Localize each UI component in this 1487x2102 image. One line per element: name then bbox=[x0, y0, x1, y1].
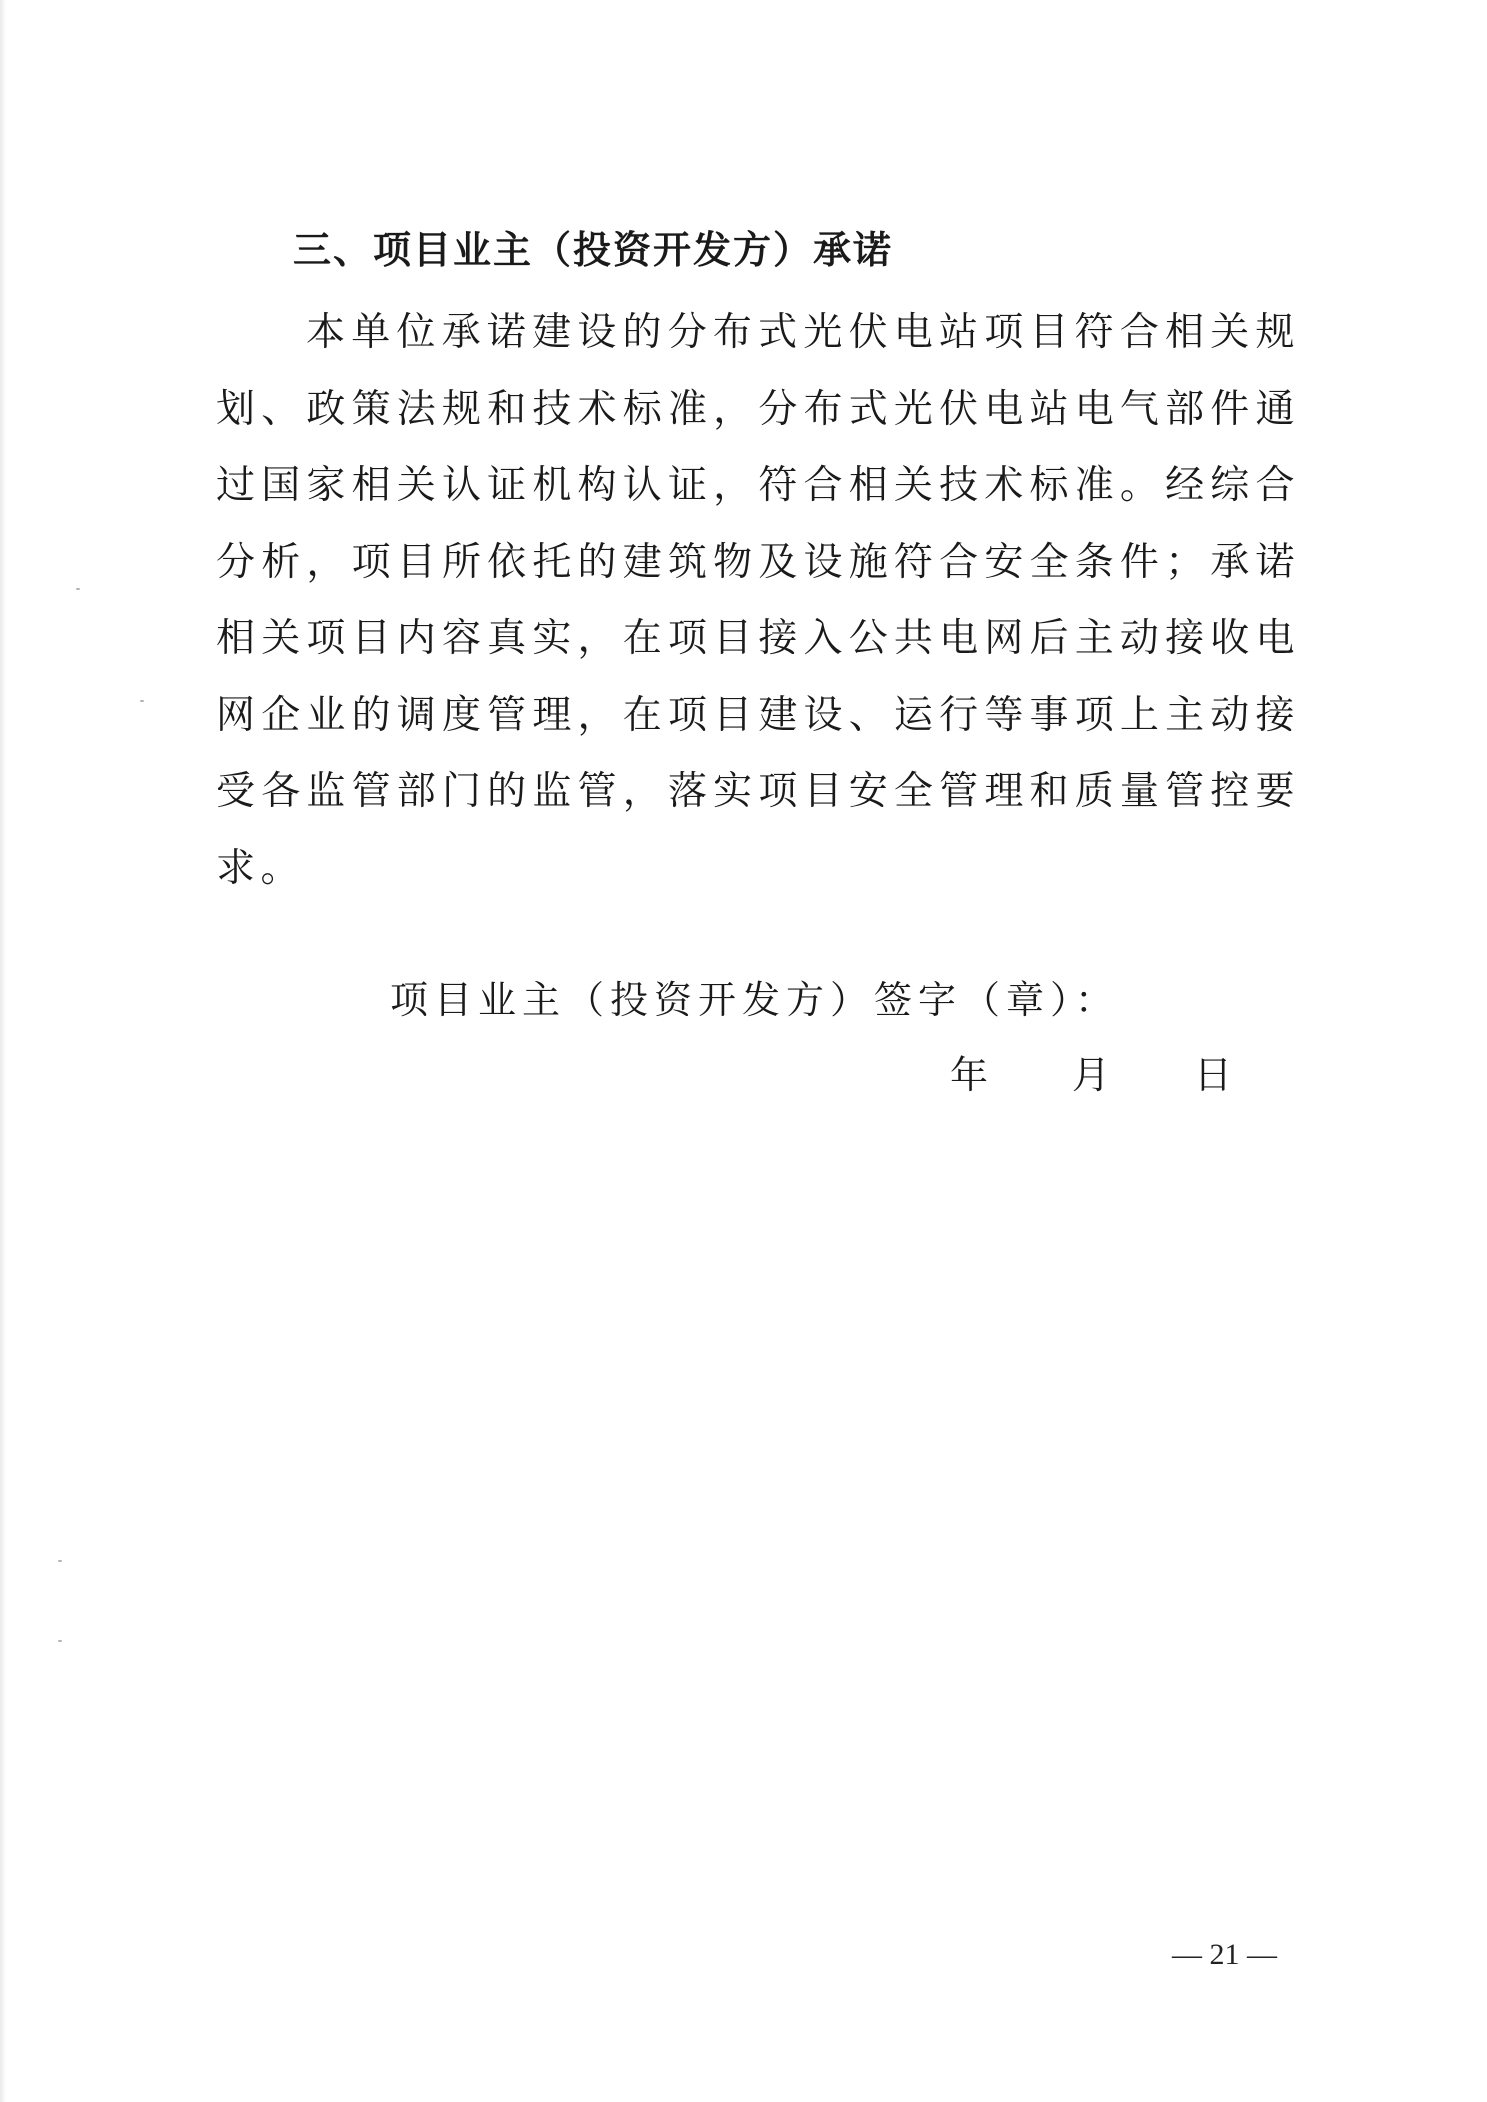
scan-edge-shadow bbox=[0, 0, 6, 2102]
signature-label: 项目业主（投资开发方）签字（章）： bbox=[390, 978, 1120, 1022]
section-heading: 三、项目业主（投资开发方）承诺 bbox=[293, 228, 894, 272]
commitment-paragraph: 本单位承诺建设的分布式光伏电站项目符合相关规划、政策法规和技术标准，分布式光伏电站电气部件通过国家相关认证机构认证，符合相关技术标准。经综合分析，项目所依托的建筑物及设施符合安全条件；承诺相关项目内容真实，在项目接入公共电网后主动接收电网企业的调度管理，在项目建设、运行等事项上主动接受各监管部门的监管，落实项目安全管理和质量管控要求。 bbox=[216, 310, 1300, 891]
scan-speck bbox=[58, 1560, 62, 1562]
scan-speck bbox=[76, 588, 80, 590]
scan-speck bbox=[58, 1640, 62, 1642]
date-year-label: 年 bbox=[950, 1053, 989, 1097]
scan-speck bbox=[140, 700, 144, 702]
date-month-label: 月 bbox=[1072, 1053, 1111, 1097]
page-number: — 21 — bbox=[1172, 1938, 1277, 1971]
date-day-label: 日 bbox=[1194, 1053, 1233, 1097]
